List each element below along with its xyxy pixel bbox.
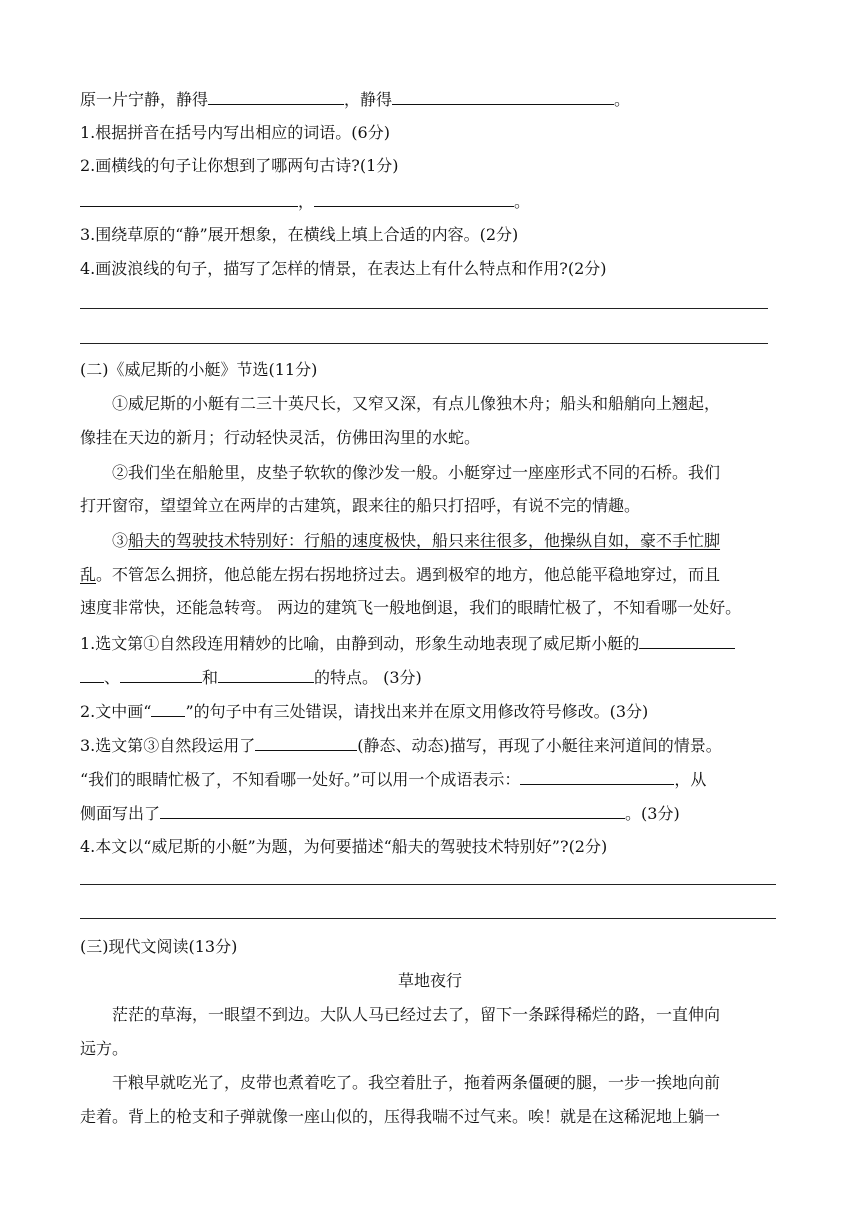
answer-line[interactable] (80, 343, 768, 344)
answer-blank[interactable] (160, 802, 625, 819)
passage-text: 原一片宁静，静得 (80, 90, 209, 109)
article-paragraph-line: 走着。背上的枪支和子弹就像一座山似的，压得我喘不过气来。唉！就是在这稀泥地上躺一 (80, 1107, 721, 1126)
article-paragraph-line: 干粮早就吃光了，皮带也煮着吃了。我空着肚子，拖着两条僵硬的腿，一步一挨地向前 (112, 1073, 721, 1092)
answer-line-poem: ， 。 (80, 190, 530, 213)
article-title: 草地夜行 (397, 971, 462, 990)
question-3: 3.围绕草原的“静”展开想象，在横线上填上合适的内容。(2分) (80, 225, 519, 244)
answer-blank[interactable] (208, 88, 344, 105)
answer-line[interactable] (80, 884, 776, 885)
answer-blank[interactable] (80, 190, 298, 207)
passage-line (80, 88, 630, 111)
s2-question-3: 3.选文第③自然段运用了 (静态、动态)描写，再现了小艇往来河道间的情景。 (80, 736, 722, 755)
answer-blank[interactable] (314, 190, 514, 207)
underline-mark (151, 700, 185, 717)
question-4: 4.画波浪线的句子，描写了怎样的情景，在表达上有什么特点和作用?(2分) (80, 259, 607, 278)
question-2: 2.画横线的句子让你想到了哪两句古诗?(1分) (80, 156, 399, 175)
s2-question-3-cont: 侧面写出了 。(3分) (80, 804, 680, 823)
answer-line[interactable] (80, 918, 776, 919)
paragraph-1-line: 像挂在天边的新月；行动轻快灵活，仿佛田沟里的水蛇。 (80, 428, 481, 447)
paragraph-3-line: 速度非常快，还能急转弯。 两边的建筑飞一般地倒退，我们的眼睛忙极了，不知看哪一处好。 (80, 598, 742, 617)
article-paragraph-line: 远方。 (80, 1039, 129, 1058)
answer-blank[interactable] (120, 666, 202, 683)
question-1: 1.根据拼音在括号内写出相应的词语。(6分) (80, 123, 390, 142)
answer-blank[interactable] (392, 88, 614, 105)
paragraph-2-line: 打开窗帘，望望耸立在两岸的古建筑，跟来往的船只打招呼，有说不完的情趣。 (80, 496, 641, 515)
underlined-sentence: 乱 (80, 565, 97, 584)
passage-text: ，静得 (344, 90, 393, 109)
s2-question-4: 4.本文以“威尼斯的小艇”为题，为何要描述“船夫的驾驶技术特别好”?(2分) (80, 837, 608, 856)
answer-blank[interactable] (255, 734, 357, 751)
answer-line[interactable] (80, 308, 768, 309)
s2-question-1: 1.选文第①自然段连用精妙的比喻，由静到动，形象生动地表现了威尼斯小艇的 (80, 632, 735, 655)
section-3-title: (三)现代文阅读(13分) (80, 937, 238, 956)
paragraph-3-line: 乱。不管怎么拥挤，他总能左拐右拐地挤过去。遇到极窄的地方，他总能平稳地穿过，而且 (80, 565, 721, 584)
paragraph-3-line: ③船夫的驾驶技术特别好：行船的速度极快，船只来往很多，他操纵自如，豪不手忙脚 (112, 531, 721, 550)
s2-question-1-cont: 、 和 的特点。 (3分) (80, 666, 422, 689)
s2-question-3-cont: “我们的眼睛忙极了，不知看哪一处好。”可以用一个成语表示： ，从 (80, 770, 707, 789)
answer-blank[interactable] (80, 666, 104, 683)
answer-blank[interactable] (639, 632, 735, 649)
answer-blank[interactable] (520, 768, 674, 785)
underlined-sentence: 船夫的驾驶技术特别好：行船的速度极快，船只来往很多，他操纵自如，豪不手忙脚 (128, 531, 721, 550)
paragraph-2-line: ②我们坐在船舱里，皮垫子软软的像沙发一般。小艇穿过一座座形式不同的石桥。我们 (112, 463, 721, 482)
s2-question-2: 2.文中画“ ”的句子中有三处错误，请找出来并在原文用修改符号修改。(3分) (80, 702, 649, 721)
answer-blank[interactable] (218, 666, 314, 683)
passage-text: 。 (614, 90, 631, 109)
article-paragraph-line: 茫茫的草海，一眼望不到边。大队人马已经过去了，留下一条踩得稀烂的路，一直伸向 (112, 1005, 721, 1024)
paragraph-1-line: ①威尼斯的小艇有二三十英尺长，又窄又深，有点儿像独木舟；船头和船艄向上翘起， (112, 394, 721, 413)
section-2-title: (二)《威尼斯的小艇》节选(11分) (80, 360, 318, 379)
